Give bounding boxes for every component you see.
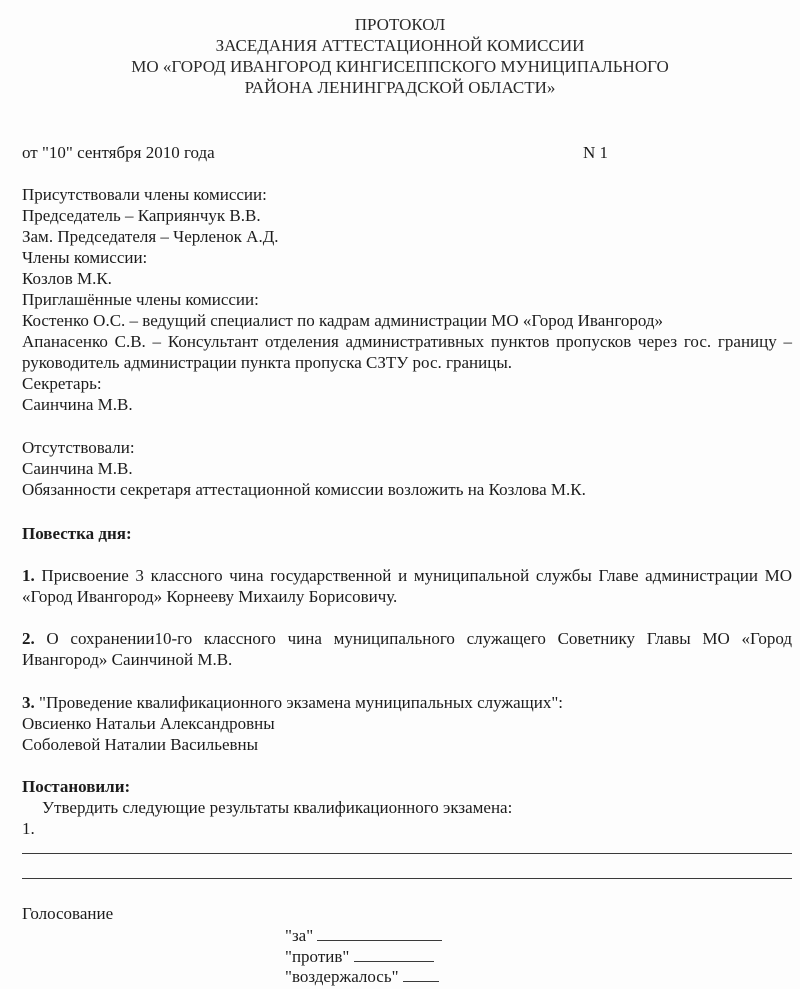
- header-line-3: МО «ГОРОД ИВАНГОРОД КИНГИСЕППСКОГО МУНИЦИПАЛЬНОГО: [131, 57, 669, 76]
- vote-abstain-row: [285, 966, 439, 987]
- present-section: [22, 184, 792, 415]
- resolution-blank-line-2: [22, 878, 792, 879]
- header-line-2: ЗАСЕДАНИЯ АТТЕСТАЦИОННОЙ КОМИССИИ: [215, 36, 585, 55]
- protocol-number: N 1: [583, 143, 609, 162]
- member-1: Козлов М.К.: [22, 269, 112, 288]
- agenda-item-2-text: О сохранении10-го классного чина муниципального служащего Советнику Главы МО «Город Ивангород» Саинчиной М.В.: [22, 629, 792, 669]
- protocol-date: от "10" сентября 2010 года: [22, 143, 215, 162]
- agenda-item-2: [22, 628, 792, 670]
- header-line-1: ПРОТОКОЛ: [354, 15, 446, 34]
- invited-member-1: Костенко О.С. – ведущий специалист по кадрам администрации МО «Город Ивангород»: [22, 311, 664, 330]
- agenda-item-3-person-1: Овсиенко Натальи Александровны: [22, 714, 275, 733]
- absent-person: Саинчина М.В.: [22, 459, 133, 478]
- vote-against-label: "против": [285, 947, 350, 966]
- resolved-text: Утвердить следующие результаты квалификационного экзамена:: [42, 798, 513, 817]
- vote-for-label: "за": [285, 926, 314, 945]
- deputy-chair: Зам. Председателя – Черленок А.Д.: [22, 227, 279, 246]
- resolved-heading: Постановили:: [22, 777, 131, 796]
- absent-heading: Отсутствовали:: [22, 438, 135, 457]
- absent-note: Обязанности секретаря аттестационной комиссии возложить на Козлова М.К.: [22, 480, 586, 499]
- invited-heading: Приглашённые члены комиссии:: [22, 290, 259, 309]
- voting-heading: Голосование: [22, 904, 114, 923]
- agenda-item-2-number: 2.: [22, 629, 35, 648]
- members-heading: Члены комиссии:: [22, 248, 148, 267]
- vote-against-row: [285, 946, 434, 967]
- absent-section: [22, 437, 792, 500]
- document-header: [0, 14, 800, 98]
- vote-for-blank: [317, 926, 442, 941]
- agenda-item-3-text: "Проведение квалификационного экзамена муниципальных служащих":: [34, 693, 564, 712]
- secretary-heading: Секретарь:: [22, 374, 102, 393]
- vote-for-row: [285, 925, 442, 946]
- resolution-blank-line-1: [22, 853, 792, 854]
- header-line-4: РАЙОНА ЛЕНИНГРАДСКОЙ ОБЛАСТИ»: [244, 78, 556, 97]
- resolved-section: [22, 776, 792, 839]
- vote-abstain-label: "воздержалось": [285, 967, 399, 986]
- invited-member-2: Апанасенко С.В. – Консультант отделения административных пунктов пропусков через гос. границу – руководитель администрации пункта пропуска СЗТУ рос. границы.: [22, 332, 792, 372]
- agenda-item-1: [22, 565, 792, 607]
- chair: Председатель – Каприянчук В.В.: [22, 206, 261, 225]
- vote-against-blank: [354, 947, 434, 962]
- secretary: Саинчина М.В.: [22, 395, 133, 414]
- agenda-item-3-number: 3.: [22, 693, 35, 712]
- agenda-heading: Повестка дня:: [22, 524, 132, 543]
- agenda-item-3-person-2: Соболевой Наталии Васильевны: [22, 735, 259, 754]
- vote-abstain-blank: [403, 967, 439, 982]
- resolved-item-1: 1.: [22, 819, 35, 838]
- agenda-item-1-text: Присвоение 3 классного чина государственной и муниципальной службы Главе администрации МО «Город Ивангород» Корнееву Михаилу Борисовичу.: [22, 566, 792, 606]
- present-heading: Присутствовали члены комиссии:: [22, 185, 267, 204]
- agenda-item-3: [22, 692, 792, 755]
- agenda-item-1-number: 1.: [22, 566, 35, 585]
